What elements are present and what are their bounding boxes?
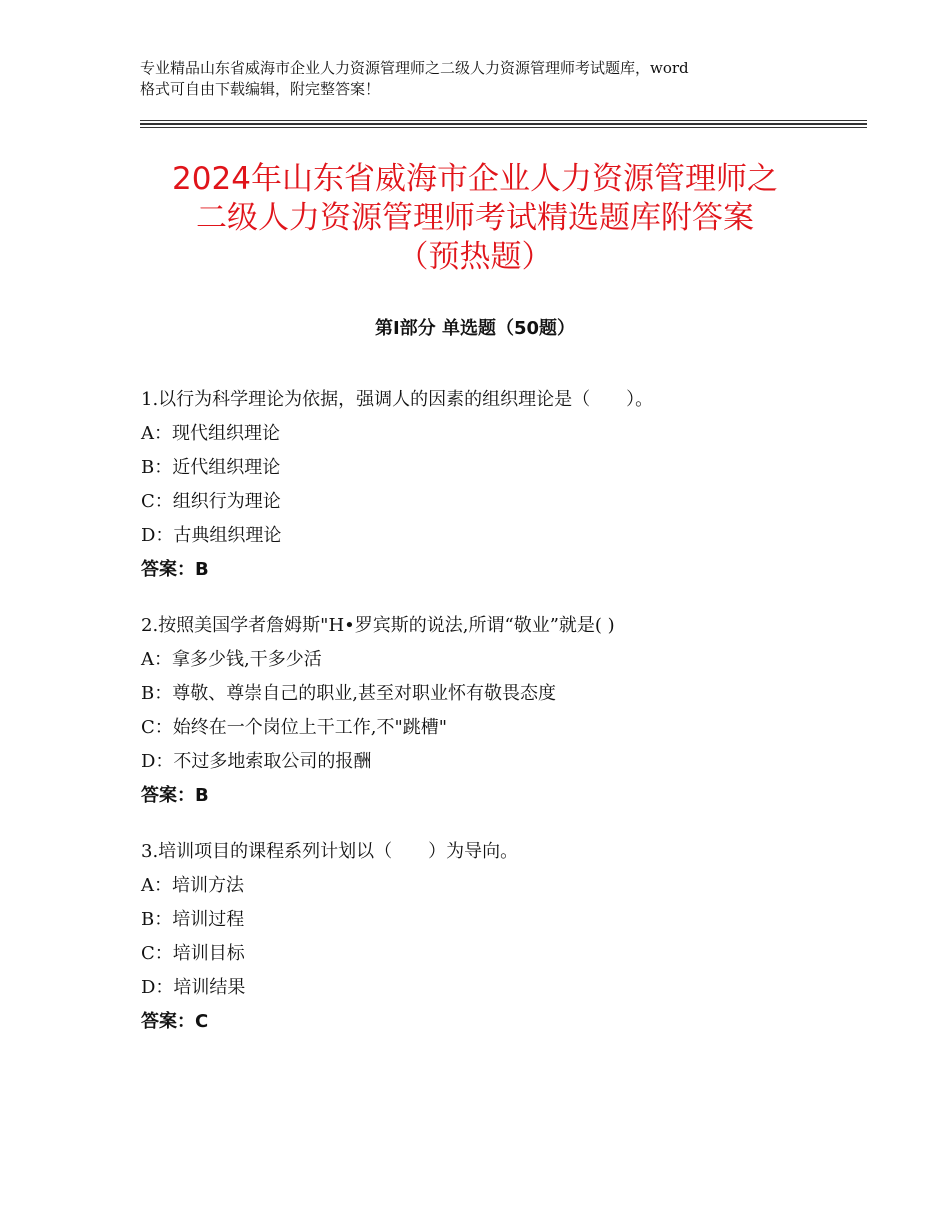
question-1 [141,383,861,587]
option-a: A：现代组织理论 [141,423,280,444]
question-2 [141,609,861,813]
header-rule-thin-top [140,120,867,121]
header-rule-thick [140,123,867,125]
question-3 [141,835,861,1039]
option-a: A：拿多少钱,干多少活 [141,649,322,670]
option-d: D：古典组织理论 [141,525,282,546]
header-note-line-1: 专业精品山东省威海市企业人力资源管理师之二级人力资源管理师考试题库，word [140,59,689,77]
option-b: B：尊敬、尊崇自己的职业,甚至对职业怀有敬畏态度 [141,683,556,704]
title-line-2: 二级人力资源管理师考试精选题库附答案 [196,200,754,236]
question-stem: 2.按照美国学者詹姆斯"H•罗宾斯的说法,所谓“敬业”就是( ) [141,615,615,636]
header-note-line-2: 格式可自由下载编辑，附完整答案！ [140,80,381,98]
option-b: B：近代组织理论 [141,457,281,478]
option-c: C：组织行为理论 [141,491,281,512]
title-line-1: 2024年山东省威海市企业人力资源管理师之 [172,161,778,197]
title-line-3: （预热题） [397,239,553,275]
option-c: C：培训目标 [141,943,245,964]
answer: 答案：B [141,559,209,580]
answer: 答案：C [141,1011,209,1032]
question-list [141,383,861,1061]
section-heading: 第Ⅰ部分 单选题（50题） [374,318,575,339]
header-rule-thin-bottom [140,127,867,128]
answer: 答案：B [141,785,209,806]
header-note [140,58,840,100]
option-b: B：培训过程 [141,909,245,930]
question-stem: 3.培训项目的课程系列计划以（ ）为导向。 [141,841,519,862]
option-a: A：培训方法 [141,875,244,896]
option-c: C：始终在一个岗位上干工作,不"跳槽" [141,717,448,738]
question-stem: 1.以行为科学理论为依据，强调人的因素的组织理论是（ ）。 [141,389,654,410]
option-d: D：不过多地索取公司的报酬 [141,751,372,772]
option-d: D：培训结果 [141,977,246,998]
document-title [80,160,870,277]
